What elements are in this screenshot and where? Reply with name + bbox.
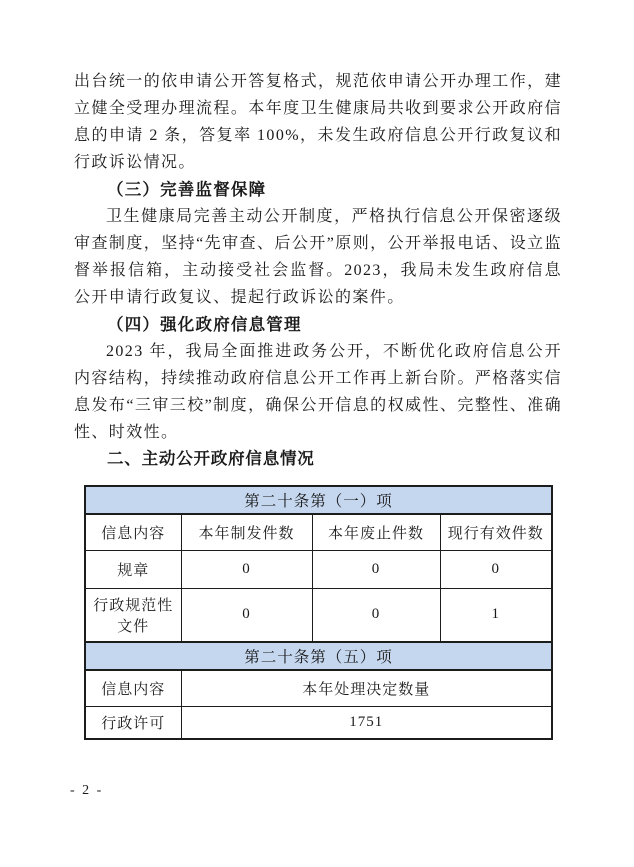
- table-header-row-item5: [85, 670, 552, 706]
- column-header-info-content: 信息内容: [85, 514, 181, 550]
- row-label-normative-documents: 行政规范性文件: [85, 588, 181, 642]
- paragraph-supervision: 卫生健康局完善主动公开制度，严格执行信息公开保密逐级审查制度，坚持“先审查、后公开”原则，公开举报电话、设立监督举报信箱，主动接受社会监督。2023，我局未发生政府信息公开申请行政复议、提起行政诉讼的案件。: [74, 208, 562, 306]
- cell-normative-effective: 1: [440, 588, 552, 642]
- table-row-normative-documents: [85, 588, 552, 642]
- cell-admin-licensing-count: 1751: [181, 706, 552, 739]
- document-content: [74, 68, 562, 740]
- heading-section-4: （四）强化政府信息管理: [107, 315, 302, 334]
- table-caption-row-item5: [85, 642, 552, 670]
- cell-regulations-effective: 0: [440, 550, 552, 588]
- table-caption-item5: 第二十条第（五）项: [85, 642, 552, 670]
- cell-regulations-issued: 0: [181, 550, 312, 588]
- column-header-issued-count: 本年制发件数: [181, 514, 312, 550]
- column-header-abolished-count: 本年废止件数: [312, 514, 440, 550]
- paragraph-info-management: 2023 年，我局全面推进政务公开，不断优化政府信息公开内容结构，持续推动政府信息公开工作再上新台阶。严格落实信息发布“三审三校”制度，确保公开信息的权威性、完整性、准确性、时效性。: [74, 343, 562, 441]
- row-label-regulations: 规章: [85, 550, 181, 588]
- disclosure-statistics-table: [84, 485, 553, 740]
- heading-part-2: 二、主动公开政府信息情况: [107, 450, 315, 468]
- cell-normative-issued: 0: [181, 588, 312, 642]
- column-header-effective-count: 现行有效件数: [440, 514, 552, 550]
- table-header-row-item1: [85, 514, 552, 550]
- page-number: - 2 -: [70, 783, 104, 798]
- table-row-regulations: [85, 550, 552, 588]
- paragraph-request-disclosure: 出台统一的依申请公开答复格式，规范依申请公开办理工作，建立健全受理办理流程。本年度卫生健康局共收到要求公开政府信息的申请 2 条，答复率 100%，未发生政府信息公开行政复议和行政诉讼情况。: [74, 73, 562, 171]
- row-label-admin-licensing: 行政许可: [85, 706, 181, 739]
- cell-normative-abolished: 0: [312, 588, 440, 642]
- heading-section-3: （三）完善监督保障: [107, 180, 267, 199]
- table-caption-item1: 第二十条第（一）项: [85, 486, 552, 514]
- table-caption-row-item1: [85, 486, 552, 514]
- column-header-decisions-count: 本年处理决定数量: [181, 670, 552, 706]
- column-header-info-content-2: 信息内容: [85, 670, 181, 706]
- cell-regulations-abolished: 0: [312, 550, 440, 588]
- table-row-admin-licensing: [85, 706, 552, 739]
